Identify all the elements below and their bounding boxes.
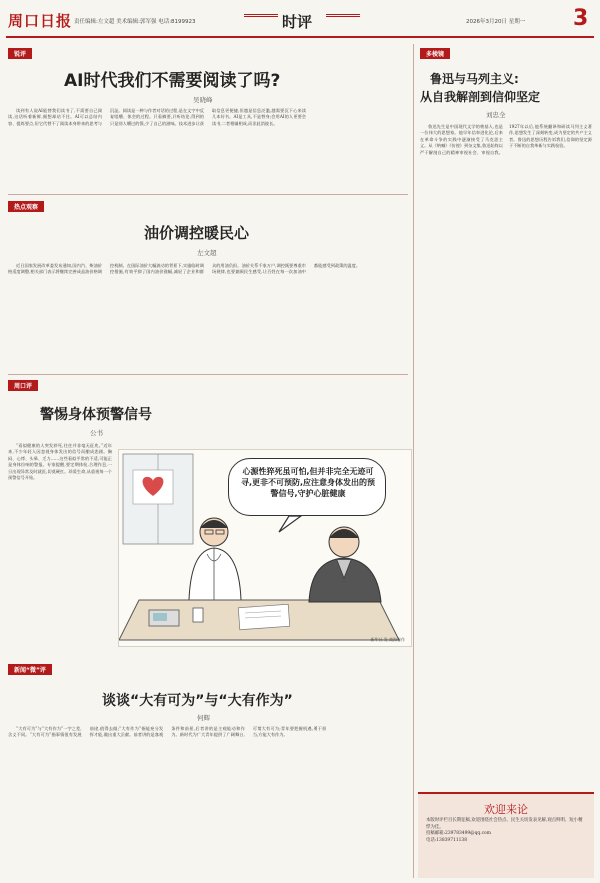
welcome-text: 本版时评栏目长期征稿,欢迎围绕社会热点、民生关切发表见解,观点鲜明、短小精悍为佳。	[426, 818, 583, 830]
section-title: 时评	[282, 13, 313, 31]
editor-credits: 责任编辑:左文超 美术编辑:郭军强 电话:8199923	[74, 19, 196, 25]
article4-body	[8, 726, 408, 876]
submission-email[interactable]: 投稿邮箱:239783499@qq.com	[426, 831, 491, 837]
article1-headline: AI时代我们不需要阅读了吗?	[64, 71, 281, 91]
page-number: 3	[573, 6, 589, 31]
article2-byline: 左文超	[197, 249, 217, 257]
article1-paragraph: 读到有人说AI能替我们读书了,不需要自己阅读,这话听着新鲜,细想却站不住。AI可以总结内容、提炼要点,但它代替不了阅读本身带来的思考与沉淀。阅读是一种与作者对话的过程,是在文字中反复咀嚼、体会的过程。只看摘要,只听结论,得到的只是别人嚼过的馍,少了自己的滋味。技术进步让获取信息更便捷,但越是信息泛滥,越需要沉下心来读几本好书。AI是工具,不是替身;会用AI的人更要会读书,二者相辅相成,而非此消彼长。	[8, 108, 306, 126]
newspaper-logo: 周口日报	[8, 12, 73, 30]
article1-body	[8, 108, 408, 190]
article5-byline: 刘忠全	[486, 111, 506, 119]
article5-paragraph: 鲁迅先生是中国现代文学的奠基人,也是一位伟大的思想家。他早年信奉进化论,后来在革命斗争的实践中逐渐接受了马克思主义。从《呐喊》《彷徨》到杂文集,鲁迅始终以严于解剖自己的精神审视社会、审视自我。1927年以后,他系统翻译和研读马列主义著作,思想发生了深刻转变,成为坚定的共产主义者。鲁迅的思想历程告诉我们,信仰的坚定源于不断的自我革新与实践检验。	[420, 124, 592, 155]
contact-phone: 电话:13839711138	[426, 837, 467, 843]
issue-date: 2026年3月20日 星期一	[466, 19, 526, 25]
article2-paragraph: 近日国家发展改革委发布通知,国内汽、柴油价格适度调整,相关部门表示将继续完善成品油价格调控机制。在国际油价大幅波动的背景下,实施临时调控措施,有效平抑了国内油价涨幅,减轻了企业和群众的用油负担。油价关系千家万户,调控既要尊重市场规律,也要兼顾民生感受,让百姓在每一次加油中都能感受到政策的温度。	[8, 263, 361, 275]
article5-body	[420, 124, 592, 786]
divider	[8, 194, 408, 195]
column-tag-duolengjing: 多棱镜	[420, 48, 450, 59]
column-tag-ruiping: 锐评	[8, 48, 32, 59]
article5-headline-line1: 鲁迅与马列主义:	[430, 72, 519, 86]
welcome-body	[426, 818, 586, 844]
masthead	[6, 4, 594, 38]
column-divider	[413, 44, 414, 878]
article4-headline: 谈谈“大有可为”与“大有作为”	[102, 693, 293, 709]
article5-headline-line2: 从自我解剖到信仰坚定	[420, 90, 541, 104]
column-tag-redian: 热点观察	[8, 201, 44, 212]
column-tag-zhoukou: 周口评	[8, 380, 38, 391]
speech-bubble	[228, 458, 386, 516]
divider	[8, 374, 408, 375]
article1-byline: 吴晓峰	[193, 96, 213, 104]
article2-body	[8, 263, 408, 371]
column-tag-weiping: 新闻“微”评	[8, 664, 52, 675]
editorial-cartoon	[118, 449, 412, 647]
section-rule-right	[326, 14, 360, 26]
article4-byline: 何辉	[197, 714, 210, 722]
article4-paragraph: “大有可为”与“大有作为”一字之差,含义不同。“大有可为”指事情很有发展前途,值得去做;“大有作为”指能充分发挥才能,做出重大贡献。前者讲的是客观条件和前景,后者讲的是主观能动和作为。新时代为广大青年提供了广阔舞台,可谓大有可为;青年要把握机遇,勇于担当,方能大有作为。	[8, 726, 327, 738]
masthead-rule	[6, 36, 594, 38]
article3-byline: 公书	[90, 429, 103, 437]
welcome-title: 欢迎来论	[484, 803, 528, 816]
article3-headline: 警惕身体预警信号	[40, 407, 152, 423]
article3-paragraph: “看似健康的人突发猝死,往往并非毫无征兆。”近年来,不少年轻人因忽视身体发出的信号而酿成悲剧。胸闷、心悸、头晕、乏力……这些看似平常的不适,可能正是身体拉响的警报。专家提醒,要定期体检,合理作息,一旦出现异常及时就医,切莫硬扛。珍爱生命,从重视每一个预警信号开始。	[8, 443, 112, 481]
article3-body	[8, 443, 112, 653]
welcome-submissions-box	[418, 792, 594, 878]
cartoon-credit: 新华社 发 商海春作	[370, 637, 405, 642]
section-rule-left	[244, 14, 278, 26]
article2-headline: 油价调控暖民心	[144, 224, 250, 242]
speech-bubble-text: 心源性猝死虽可怕,但并非完全无迹可寻,更非不可预防,应注意身体发出的预警信号,守护心脏健康	[240, 467, 376, 498]
